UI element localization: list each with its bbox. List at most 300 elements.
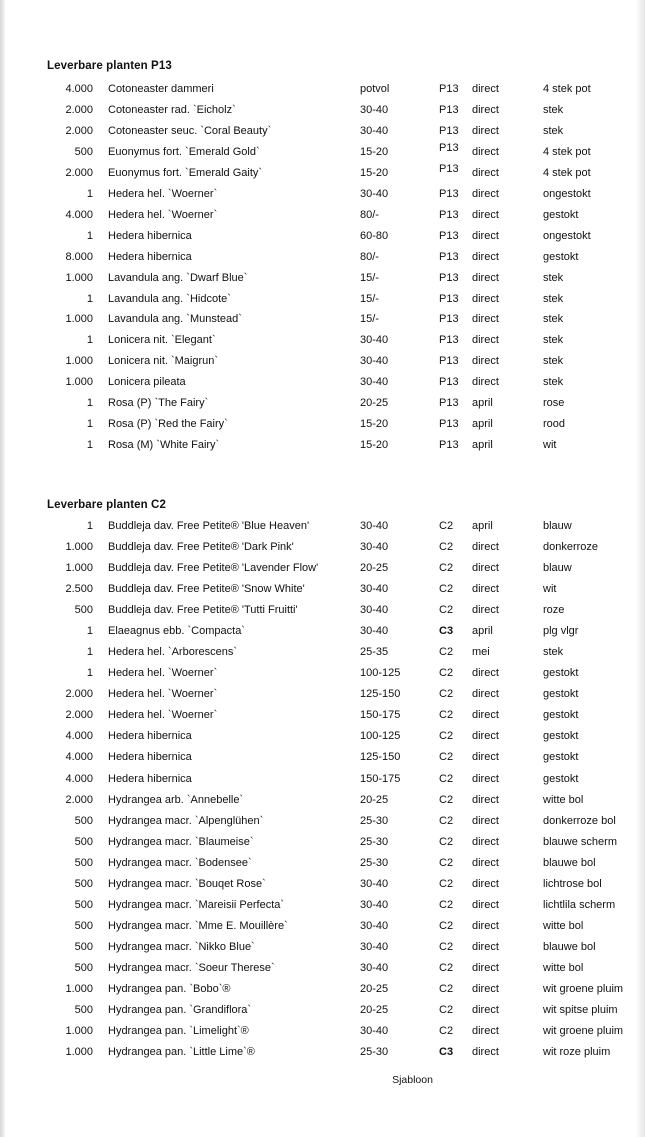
size-cell: 30-40 (360, 898, 389, 911)
size-cell: 20-25 (360, 562, 389, 575)
table-row (0, 227, 645, 245)
size-cell: 30-40 (360, 583, 389, 596)
availability-cell: mei (472, 646, 490, 659)
availability-cell: direct (472, 898, 499, 911)
pot-size-cell: P13 (439, 439, 459, 452)
plant-name-cell: Hedera hel. `Arborescens` (108, 646, 238, 659)
table-row (0, 896, 645, 914)
remark-cell: lichtrose bol (543, 877, 602, 890)
table-row (0, 331, 645, 349)
quantity-cell: 2.000 (65, 166, 93, 179)
availability-cell: direct (472, 772, 499, 785)
availability-cell: direct (472, 541, 499, 553)
plant-name-cell: Lavandula ang. `Hidcote` (108, 292, 231, 305)
availability-cell: direct (472, 583, 499, 596)
remark-cell: 4 stek pot (543, 166, 591, 179)
quantity-cell: 1 (86, 397, 93, 410)
size-cell: 30-40 (360, 124, 389, 137)
size-cell: 125-150 (360, 751, 401, 764)
plant-name-cell: Rosa (M) `White Fairy` (108, 439, 220, 452)
plant-name-cell: Lonicera pileata (108, 376, 186, 389)
quantity-cell: 1.000 (65, 1046, 93, 1058)
remark-cell: ongestokt (543, 229, 591, 242)
availability-cell: direct (472, 730, 499, 743)
size-cell: 15-20 (360, 439, 389, 452)
availability-cell: direct (472, 604, 499, 617)
table-row (0, 959, 645, 977)
table-row (0, 980, 645, 998)
size-cell: 20-25 (360, 397, 389, 410)
availability-cell: april (472, 418, 493, 431)
availability-cell: april (472, 625, 493, 638)
pot-size-cell: C2 (439, 1025, 454, 1037)
pot-size-cell: C2 (439, 793, 454, 806)
quantity-cell: 1 (86, 520, 93, 532)
size-cell: 30-40 (360, 334, 389, 347)
quantity-cell: 2.000 (65, 124, 93, 137)
availability-cell: direct (472, 187, 499, 200)
availability-cell: direct (472, 1025, 499, 1037)
table-row (0, 415, 645, 433)
table-row (0, 185, 645, 203)
pot-size-cell: P13 (439, 187, 459, 200)
size-cell: 60-80 (360, 229, 389, 242)
pot-size-cell: P13 (439, 229, 459, 242)
quantity-cell: 2.000 (65, 793, 93, 806)
pot-size-cell: C2 (439, 520, 454, 532)
remark-cell: stek (543, 355, 564, 368)
size-cell: 80/- (360, 208, 379, 221)
table-row (0, 791, 645, 809)
size-cell: 30-40 (360, 1025, 389, 1037)
quantity-cell: 4.000 (65, 772, 93, 785)
plant-name-cell: Hedera hel. `Woerner` (108, 667, 218, 680)
plant-name-cell: Hedera hibernica (108, 751, 192, 764)
remark-cell: gestokt (543, 688, 579, 701)
plant-name-cell: Hydrangea macr. `Mme E. Mouillère` (108, 919, 288, 932)
table-row (0, 538, 645, 556)
pot-size-cell: P13 (439, 250, 459, 263)
quantity-cell: 1.000 (65, 355, 93, 368)
quantity-cell: 1 (86, 229, 93, 242)
availability-cell: direct (472, 292, 499, 305)
size-cell: 25-30 (360, 835, 389, 848)
pot-size-cell: P13 (439, 376, 459, 389)
pot-size-cell: C2 (439, 919, 454, 932)
size-cell: 30-40 (360, 961, 389, 974)
availability-cell: direct (472, 376, 499, 389)
quantity-cell: 4.000 (65, 83, 93, 95)
plant-name-cell: Hydrangea macr. `Soeur Therese` (108, 961, 275, 974)
availability-cell: direct (472, 835, 499, 848)
quantity-cell: 500 (74, 835, 93, 848)
remark-cell: stek (543, 376, 564, 389)
size-cell: 125-150 (360, 688, 401, 701)
pot-size-cell: C2 (439, 646, 454, 659)
quantity-cell: 500 (74, 919, 93, 932)
quantity-cell: 1 (86, 418, 93, 431)
pot-size-cell: C2 (439, 835, 454, 848)
size-cell: 30-40 (360, 104, 389, 116)
availability-cell: direct (472, 1046, 499, 1058)
size-cell: 15/- (360, 271, 379, 284)
section-heading-c2: Leverbare planten C2 (47, 499, 166, 511)
quantity-cell: 500 (74, 898, 93, 911)
remark-cell: blauw (543, 562, 572, 575)
table-row (0, 101, 645, 119)
pot-size-cell: P13 (439, 313, 459, 326)
pot-size-cell: C2 (439, 961, 454, 974)
quantity-cell: 1 (86, 625, 93, 638)
table-row (0, 748, 645, 766)
table-row (0, 622, 645, 640)
size-cell: 25-30 (360, 814, 389, 827)
remark-cell: rose (543, 397, 565, 410)
availability-cell: direct (472, 83, 499, 95)
remark-cell: gestokt (543, 250, 579, 263)
table-row (0, 517, 645, 535)
pot-size-cell: C2 (439, 688, 454, 701)
plant-name-cell: Buddleja dav. Free Petite® 'Blue Heaven' (108, 520, 310, 532)
plant-name-cell: Buddleja dav. Free Petite® 'Lavender Flow' (108, 562, 319, 575)
size-cell: 30-40 (360, 376, 389, 389)
quantity-cell: 4.000 (65, 208, 93, 221)
size-cell: 30-40 (360, 520, 389, 532)
quantity-cell: 4.000 (65, 730, 93, 743)
remark-cell: gestokt (543, 667, 579, 680)
quantity-cell: 1.000 (65, 562, 93, 575)
size-cell: 15/- (360, 313, 379, 326)
pot-size-cell: C2 (439, 814, 454, 827)
pot-size-cell: C2 (439, 541, 454, 553)
pot-size-cell: C2 (439, 982, 454, 995)
size-cell: 15-20 (360, 145, 389, 158)
plant-name-cell: Cotoneaster seuc. `Coral Beauty` (108, 124, 272, 137)
table-row (0, 394, 645, 412)
availability-cell: direct (472, 751, 499, 764)
remark-cell: plg vlgr (543, 625, 579, 638)
quantity-cell: 500 (74, 604, 93, 617)
size-cell: 30-40 (360, 355, 389, 368)
pot-size-cell: P13 (439, 162, 459, 175)
quantity-cell: 1 (86, 646, 93, 659)
quantity-cell: 2.500 (65, 583, 93, 596)
availability-cell: april (472, 397, 493, 410)
size-cell: 30-40 (360, 604, 389, 617)
remark-cell: donkerroze (543, 541, 599, 553)
plant-name-cell: Hedera hel. `Woerner` (108, 709, 218, 722)
plant-name-cell: Hydrangea macr. `Alpenglühen` (108, 814, 264, 827)
remark-cell: stek (543, 334, 564, 347)
plant-name-cell: Buddleja dav. Free Petite® 'Dark Pink' (108, 541, 294, 553)
quantity-cell: 500 (74, 961, 93, 974)
availability-cell: direct (472, 877, 499, 890)
size-cell: 150-175 (360, 709, 401, 722)
availability-cell: direct (472, 709, 499, 722)
pot-size-cell: P13 (439, 104, 459, 116)
remark-cell: gestokt (543, 751, 579, 764)
remark-cell: witte bol (543, 961, 584, 974)
plant-name-cell: Hydrangea pan. `Little Lime`® (108, 1046, 255, 1058)
table-row (0, 664, 645, 682)
pot-size-cell: C2 (439, 1003, 454, 1016)
plant-name-cell: Elaeagnus ebb. `Compacta` (108, 625, 245, 638)
size-cell: 20-25 (360, 982, 389, 995)
pot-size-cell: C3 (439, 1046, 454, 1058)
plant-name-cell: Hedera hibernica (108, 730, 192, 743)
table-row (0, 143, 645, 161)
pot-size-cell: C2 (439, 772, 454, 785)
quantity-cell: 2.000 (65, 688, 93, 701)
availability-cell: direct (472, 250, 499, 263)
plant-name-cell: Lonicera nit. `Elegant` (108, 334, 216, 347)
plant-name-cell: Hydrangea arb. `Annebelle` (108, 793, 244, 806)
remark-cell: blauw (543, 520, 572, 532)
availability-cell: april (472, 520, 493, 532)
size-cell: potvol (360, 83, 390, 95)
size-cell: 150-175 (360, 772, 401, 785)
table-row (0, 938, 645, 956)
remark-cell: roze (543, 604, 565, 617)
table-row (0, 269, 645, 287)
availability-cell: direct (472, 562, 499, 575)
size-cell: 15-20 (360, 418, 389, 431)
pot-size-cell: P13 (439, 271, 459, 284)
size-cell: 20-25 (360, 1003, 389, 1016)
plant-name-cell: Hydrangea pan. `Bobo`® (108, 982, 231, 995)
remark-cell: ongestokt (543, 187, 591, 200)
size-cell: 30-40 (360, 187, 389, 200)
size-cell: 30-40 (360, 940, 389, 953)
size-cell: 25-30 (360, 1046, 389, 1058)
table-row (0, 80, 645, 98)
pot-size-cell: C2 (439, 940, 454, 953)
pot-size-cell: C2 (439, 709, 454, 722)
availability-cell: direct (472, 166, 499, 179)
table-row (0, 122, 645, 140)
quantity-cell: 1 (86, 667, 93, 680)
plant-name-cell: Buddleja dav. Free Petite® 'Tutti Fruitti' (108, 604, 298, 617)
quantity-cell: 1.000 (65, 1025, 93, 1037)
plant-name-cell: Hydrangea pan. `Grandiflora` (108, 1003, 252, 1016)
table-row (0, 206, 645, 224)
table-row (0, 854, 645, 872)
availability-cell: direct (472, 856, 499, 869)
quantity-cell: 1.000 (65, 376, 93, 389)
pot-size-cell: C2 (439, 583, 454, 596)
table-row (0, 580, 645, 598)
quantity-cell: 4.000 (65, 751, 93, 764)
pot-size-cell: C2 (439, 730, 454, 743)
availability-cell: direct (472, 334, 499, 347)
availability-cell: direct (472, 982, 499, 995)
plant-name-cell: Hedera hel. `Woerner` (108, 208, 218, 221)
plant-name-cell: Cotoneaster dammeri (108, 83, 214, 95)
pot-size-cell: C2 (439, 667, 454, 680)
remark-cell: wit groene pluim (543, 1025, 624, 1037)
remark-cell: gestokt (543, 730, 579, 743)
table-row (0, 248, 645, 266)
plant-name-cell: Lonicera nit. `Maigrun` (108, 355, 219, 368)
quantity-cell: 500 (74, 940, 93, 953)
pot-size-cell: C2 (439, 604, 454, 617)
pot-size-cell: P13 (439, 418, 459, 431)
pot-size-cell: P13 (439, 208, 459, 221)
availability-cell: direct (472, 688, 499, 701)
availability-cell: direct (472, 313, 499, 326)
quantity-cell: 1.000 (65, 982, 93, 995)
table-row (0, 601, 645, 619)
remark-cell: wit groene pluim (543, 982, 624, 995)
pot-size-cell: C2 (439, 898, 454, 911)
size-cell: 100-125 (360, 730, 401, 743)
table-row (0, 1001, 645, 1019)
quantity-cell: 1 (86, 439, 93, 452)
table-row (0, 685, 645, 703)
quantity-cell: 1.000 (65, 313, 93, 326)
remark-cell: stek (543, 313, 564, 326)
pot-size-cell: P13 (439, 355, 459, 368)
remark-cell: lichtlila scherm (543, 898, 616, 911)
pot-size-cell: C3 (439, 625, 454, 638)
quantity-cell: 500 (74, 877, 93, 890)
size-cell: 30-40 (360, 541, 389, 553)
remark-cell: witte bol (543, 793, 584, 806)
table-row (0, 559, 645, 577)
plant-name-cell: Rosa (P) `The Fairy` (108, 397, 209, 410)
remark-cell: blauwe scherm (543, 835, 617, 848)
quantity-cell: 1 (86, 187, 93, 200)
section-heading-p13: Leverbare planten P13 (47, 60, 172, 72)
table-row (0, 164, 645, 182)
quantity-cell: 1.000 (65, 271, 93, 284)
plant-name-cell: Hydrangea macr. `Blaumeise` (108, 835, 254, 848)
remark-cell: stek (543, 646, 564, 659)
pot-size-cell: P13 (439, 334, 459, 347)
pot-size-cell: P13 (439, 292, 459, 305)
plant-name-cell: Hydrangea pan. `Limelight`® (108, 1025, 249, 1037)
pot-size-cell: P13 (439, 124, 459, 137)
remark-cell: rood (543, 418, 566, 431)
availability-cell: direct (472, 940, 499, 953)
availability-cell: direct (472, 793, 499, 806)
remark-cell: 4 stek pot (543, 83, 591, 95)
quantity-cell: 8.000 (65, 250, 93, 263)
table-row (0, 770, 645, 788)
table-row (0, 643, 645, 661)
table-row (0, 373, 645, 391)
table-row (0, 727, 645, 745)
size-cell: 20-25 (360, 793, 389, 806)
plant-name-cell: Hedera hel. `Woerner` (108, 187, 218, 200)
plant-name-cell: Hedera hibernica (108, 250, 192, 263)
size-cell: 80/- (360, 250, 379, 263)
plant-name-cell: Lavandula ang. `Dwarf Blue` (108, 271, 248, 284)
table-row (0, 290, 645, 308)
remark-cell: stek (543, 292, 564, 305)
plant-name-cell: Hydrangea macr. `Nikko Blue` (108, 940, 255, 953)
pot-size-cell: P13 (439, 397, 459, 410)
size-cell: 15-20 (360, 166, 389, 179)
availability-cell: direct (472, 208, 499, 221)
remark-cell: stek (543, 124, 564, 137)
remark-cell: wit spitse pluim (543, 1003, 618, 1016)
table-row (0, 875, 645, 893)
plant-name-cell: Rosa (P) `Red the Fairy` (108, 418, 228, 431)
quantity-cell: 500 (74, 1003, 93, 1016)
availability-cell: direct (472, 229, 499, 242)
pot-size-cell: P13 (439, 83, 459, 95)
size-cell: 30-40 (360, 625, 389, 638)
remark-cell: wit (543, 583, 557, 596)
availability-cell: direct (472, 104, 499, 116)
table-row (0, 833, 645, 851)
availability-cell: direct (472, 919, 499, 932)
plant-name-cell: Hedera hel. `Woerner` (108, 688, 218, 701)
availability-cell: direct (472, 124, 499, 137)
size-cell: 15/- (360, 292, 379, 305)
pot-size-cell: C2 (439, 751, 454, 764)
plant-name-cell: Lavandula ang. `Munstead` (108, 313, 242, 326)
pot-size-cell: C2 (439, 856, 454, 869)
size-cell: 100-125 (360, 667, 401, 680)
table-row (0, 310, 645, 328)
table-row (0, 1022, 645, 1040)
quantity-cell: 1 (86, 334, 93, 347)
remark-cell: stek (543, 271, 564, 284)
remark-cell: witte bol (543, 919, 584, 932)
pot-size-cell: P13 (439, 141, 459, 154)
table-row (0, 436, 645, 454)
plant-name-cell: Hydrangea macr. `Mareisii Perfecta` (108, 898, 285, 911)
plant-name-cell: Buddleja dav. Free Petite® 'Snow White' (108, 583, 305, 596)
plant-name-cell: Euonymus fort. `Emerald Gaity` (108, 166, 263, 179)
plant-name-cell: Hedera hibernica (108, 229, 192, 242)
remark-cell: stek (543, 104, 564, 116)
quantity-cell: 500 (74, 856, 93, 869)
size-cell: 25-30 (360, 856, 389, 869)
table-row (0, 812, 645, 830)
availability-cell: april (472, 439, 493, 452)
quantity-cell: 2.000 (65, 709, 93, 722)
availability-cell: direct (472, 1003, 499, 1016)
quantity-cell: 1 (86, 292, 93, 305)
table-row (0, 352, 645, 370)
pot-size-cell: C2 (439, 562, 454, 575)
remark-cell: blauwe bol (543, 940, 596, 953)
table-row (0, 706, 645, 724)
table-row (0, 917, 645, 935)
remark-cell: gestokt (543, 772, 579, 785)
plant-name-cell: Hydrangea macr. `Bodensee` (108, 856, 252, 869)
quantity-cell: 2.000 (65, 104, 93, 116)
size-cell: 30-40 (360, 877, 389, 890)
availability-cell: direct (472, 814, 499, 827)
remark-cell: 4 stek pot (543, 145, 591, 158)
pot-size-cell: C2 (439, 877, 454, 890)
quantity-cell: 1.000 (65, 541, 93, 553)
availability-cell: direct (472, 355, 499, 368)
availability-cell: direct (472, 271, 499, 284)
size-cell: 30-40 (360, 919, 389, 932)
quantity-cell: 500 (74, 145, 93, 158)
remark-cell: blauwe bol (543, 856, 596, 869)
remark-cell: gestokt (543, 709, 579, 722)
remark-cell: wit roze pluim (543, 1046, 611, 1058)
availability-cell: direct (472, 667, 499, 680)
plant-name-cell: Hedera hibernica (108, 772, 192, 785)
plant-name-cell: Hydrangea macr. `Bouqet Rose` (108, 877, 266, 890)
